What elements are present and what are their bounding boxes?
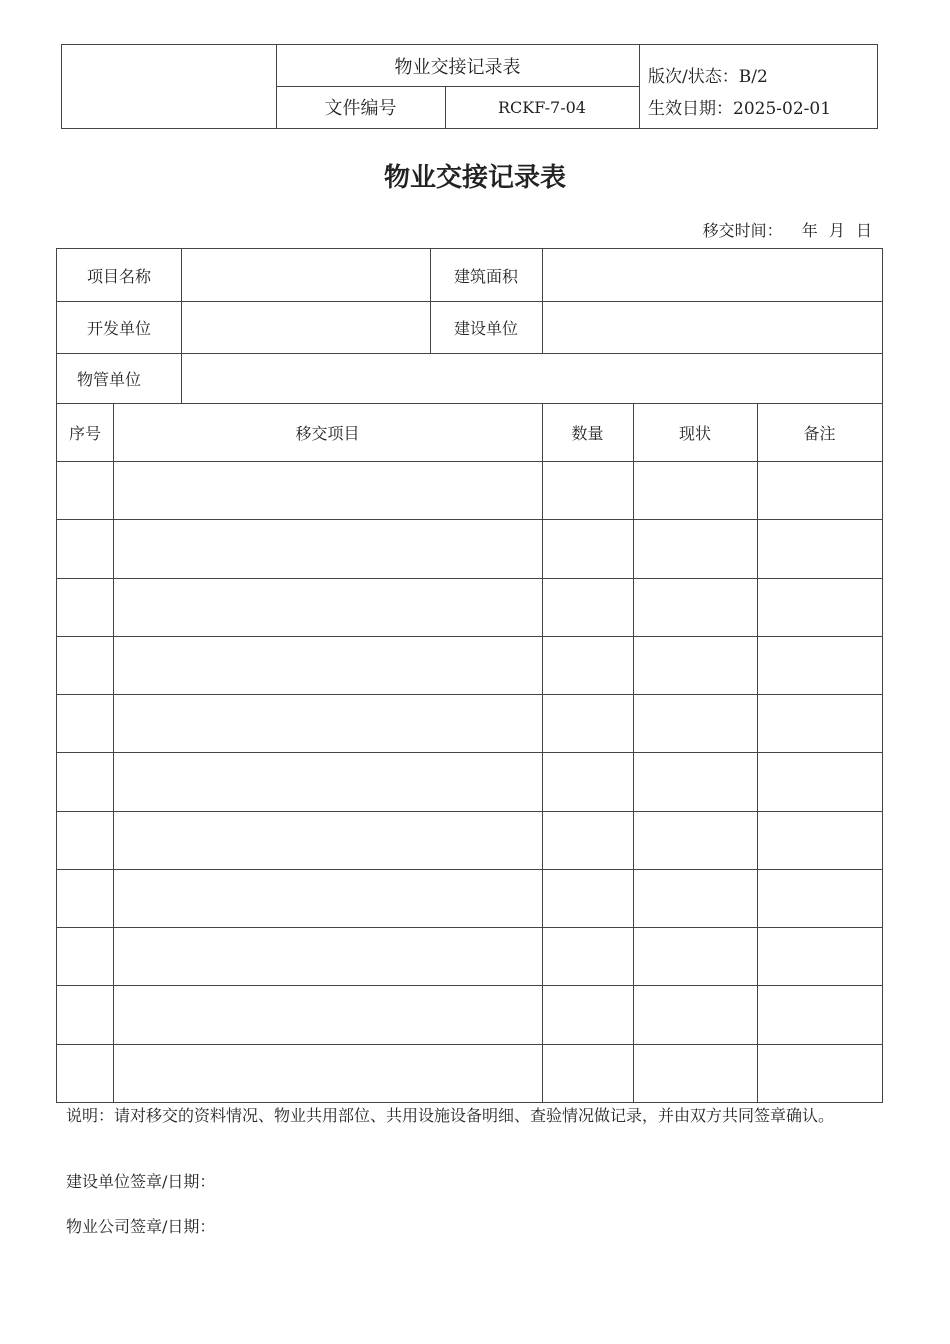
project-name-field[interactable] xyxy=(181,249,430,301)
table-row[interactable] xyxy=(57,752,882,810)
effective-date: 生效日期：2025-02-01 xyxy=(648,99,832,119)
building-area-label: 建筑面积 xyxy=(453,266,518,286)
col-header-remarks: 备注 xyxy=(803,423,836,443)
table-row[interactable] xyxy=(57,636,882,694)
table-row[interactable] xyxy=(57,519,882,577)
document-header xyxy=(61,44,878,129)
construction-unit-field[interactable] xyxy=(542,301,882,353)
table-row[interactable] xyxy=(57,927,882,985)
header-title: 物业交接记录表 xyxy=(394,56,521,78)
construction-unit-label: 建设单位 xyxy=(453,318,518,338)
building-area-field[interactable] xyxy=(542,249,882,301)
table-row[interactable] xyxy=(57,694,882,752)
handover-form-table xyxy=(56,248,883,1103)
file-number-label: 文件编号 xyxy=(324,98,397,119)
col-header-quantity: 数量 xyxy=(571,423,604,443)
construction-signature: 建设单位签章/日期： xyxy=(66,1172,216,1191)
table-row[interactable] xyxy=(57,985,882,1043)
handover-time-label: 移交时间： xyxy=(702,221,783,240)
property-mgmt-field[interactable] xyxy=(181,353,882,403)
table-row[interactable] xyxy=(57,1044,882,1102)
col-header-status: 现状 xyxy=(678,423,711,443)
handover-month: 月 xyxy=(828,221,845,240)
table-row[interactable] xyxy=(57,811,882,869)
property-company-signature: 物业公司签章/日期： xyxy=(66,1217,216,1236)
file-number-value: RCKF-7-04 xyxy=(498,97,586,117)
property-mgmt-label: 物管单位 xyxy=(76,369,141,389)
col-header-seq: 序号 xyxy=(68,423,101,443)
developer-label: 开发单位 xyxy=(86,318,151,338)
handover-year: 年 xyxy=(801,221,818,240)
handover-time xyxy=(697,218,872,241)
col-header-item: 移交项目 xyxy=(295,423,360,443)
table-row[interactable] xyxy=(57,578,882,636)
version-status: 版次/状态：B/2 xyxy=(648,67,768,87)
document-title: 物业交接记录表 xyxy=(383,163,566,193)
handover-day: 日 xyxy=(855,221,872,240)
developer-field[interactable] xyxy=(181,301,430,353)
instruction-note: 说明：请对移交的资料情况、物业共用部位、共用设施设备明细、查验情况做记录，并由双方共同签章确认。 xyxy=(66,1106,835,1125)
table-row[interactable] xyxy=(57,869,882,927)
table-row[interactable] xyxy=(57,461,882,519)
project-name-label: 项目名称 xyxy=(86,266,151,286)
